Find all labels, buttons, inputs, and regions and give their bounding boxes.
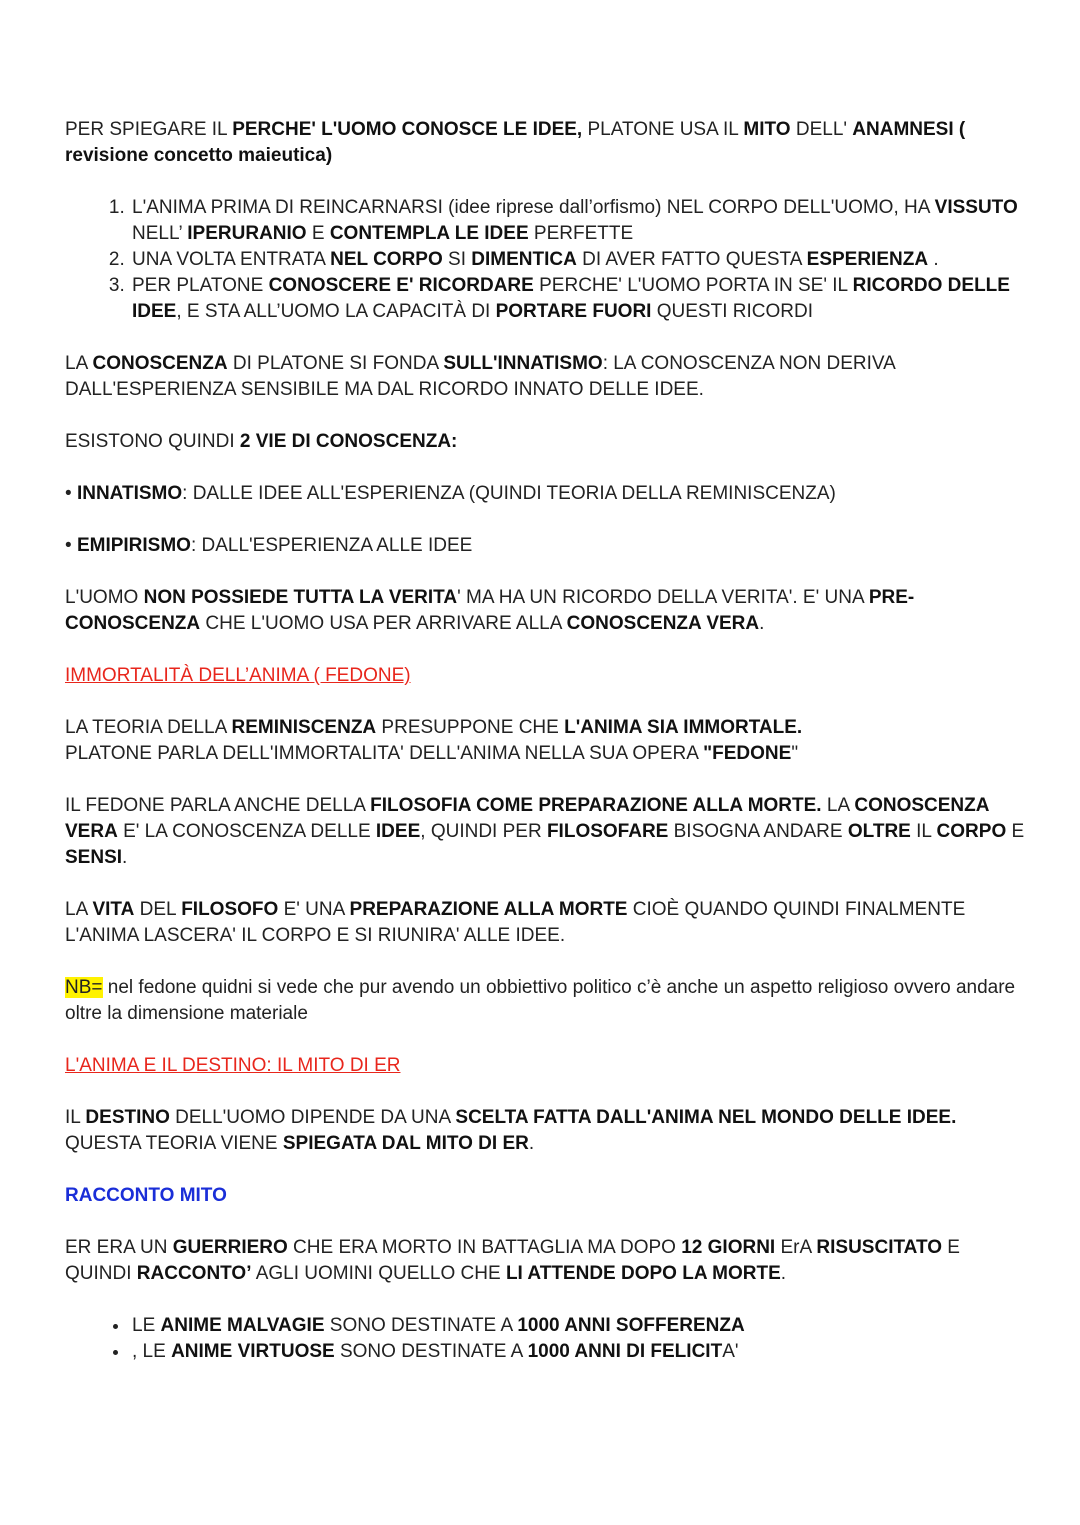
text: PLATONE USA IL — [582, 119, 744, 140]
list-item: 2. UNA VOLTA ENTRATA NEL CORPO SI DIMENTICA DI AVER FATTO QUESTA ESPERIENZA . — [130, 247, 1025, 273]
vita-paragraph: LA VITA DEL FILOSOFO E' UNA PREPARAZIONE ALLA MORTE CIOÈ QUANDO QUINDI FINALMENTE L'ANIMA LASCERA' IL CORPO E SI RIUNIRA' ALLE IDEE. — [65, 899, 966, 946]
vie-paragraph: ESISTONO QUINDI 2 VIE DI CONOSCENZA: — [65, 431, 458, 452]
bold-text: MITO — [743, 119, 791, 140]
bold-text: ANAMNESI ( revisione concetto maieutica) — [65, 119, 966, 166]
intro-paragraph — [65, 117, 1025, 169]
destino-paragraph: IL DESTINO DELL'UOMO DIPENDE DA UNA SCELTA FATTA DALL'ANIMA NEL MONDO DELLE IDEE. QUESTA TEORIA VIENE SPIEGATA DAL MITO DI ER. — [65, 1107, 957, 1154]
text: PER SPIEGARE IL — [65, 119, 233, 140]
bullet-list — [65, 1313, 1025, 1365]
list-item: • , LE ANIME VIRTUOSE SONO DESTINATE A 1000 ANNI DI FELICITA' — [130, 1339, 1025, 1365]
empirismo-paragraph: • EMIPIRISMO: DALL'ESPERIENZA ALLE IDEE — [65, 535, 473, 556]
conoscenza-paragraph: LA CONOSCENZA DI PLATONE SI FONDA SULL'INNATISMO: LA CONOSCENZA NON DERIVA DALL'ESPERIENZA SENSIBILE MA DAL RICORDO INNATO DELLE IDEE. — [65, 353, 895, 400]
numbered-list — [65, 195, 1025, 325]
text: DELL' — [790, 119, 853, 140]
document-page — [65, 117, 1025, 1365]
list-item: 1. L'ANIMA PRIMA DI REINCARNARSI (idee riprese dall’orfismo) NEL CORPO DELL'UOMO, HA VISSUTO NELL’ IPERURANIO E CONTEMPLA LE IDEE PERFETTE — [130, 195, 1025, 247]
bold-text: PERCHE' L'UOMO CONOSCE LE IDEE, — [232, 119, 583, 140]
uomo-paragraph: L'UOMO NON POSSIEDE TUTTA LA VERITA' MA HA UN RICORDO DELLA VERITA'. E' UNA PRE-CONOSCENZA CHE L'UOMO USA PER ARRIVARE ALLA CONOSCENZA VERA. — [65, 587, 915, 634]
section-heading: IMMORTALITÀ DELL’ANIMA ( FEDONE) — [65, 665, 411, 686]
innatismo-paragraph: • INNATISMO: DALLE IDEE ALL'ESPERIENZA (QUINDI TEORIA DELLA REMINISCENZA) — [65, 483, 836, 504]
er-paragraph: ER ERA UN GUERRIERO CHE ERA MORTO IN BATTAGLIA MA DOPO 12 GIORNI ErA RISUSCITATO E QUINDI RACCONTO’ AGLI UOMINI QUELLO CHE LI ATTENDE DOPO LA MORTE. — [65, 1237, 960, 1284]
nb-paragraph: NB= nel fedone quidni si vede che pur avendo un obbiettivo politico c’è anche un aspetto religioso ovvero andare oltre la dimensione materiale — [65, 977, 1016, 1024]
list-item: • LE ANIME MALVAGIE SONO DESTINATE A 1000 ANNI SOFFERENZA — [130, 1313, 1025, 1339]
section-heading: L'ANIMA E IL DESTINO: IL MITO DI ER — [65, 1055, 401, 1076]
fedone-paragraph: IL FEDONE PARLA ANCHE DELLA FILOSOFIA COME PREPARAZIONE ALLA MORTE. LA CONOSCENZA VERA E' LA CONOSCENZA DELLE IDEE, QUINDI PER FILOSOFARE BISOGNA ANDARE OLTRE IL CORPO E SENSI. — [65, 795, 1025, 868]
list-item: 3. PER PLATONE CONOSCERE E' RICORDARE PERCHE' L'UOMO PORTA IN SE' IL RICORDO DELLE IDEE, E STA ALL’UOMO LA CAPACITÀ DI PORTARE FUORI QUESTI RICORDI — [130, 273, 1025, 325]
highlight: NB= — [65, 977, 103, 998]
teoria-paragraph: LA TEORIA DELLA REMINISCENZA PRESUPPONE CHE L'ANIMA SIA IMMORTALE. PLATONE PARLA DELL'IMMORTALITA' DELL'ANIMA NELLA SUA OPERA "FEDONE" — [65, 717, 803, 764]
subsection-heading: RACCONTO MITO — [65, 1185, 227, 1206]
